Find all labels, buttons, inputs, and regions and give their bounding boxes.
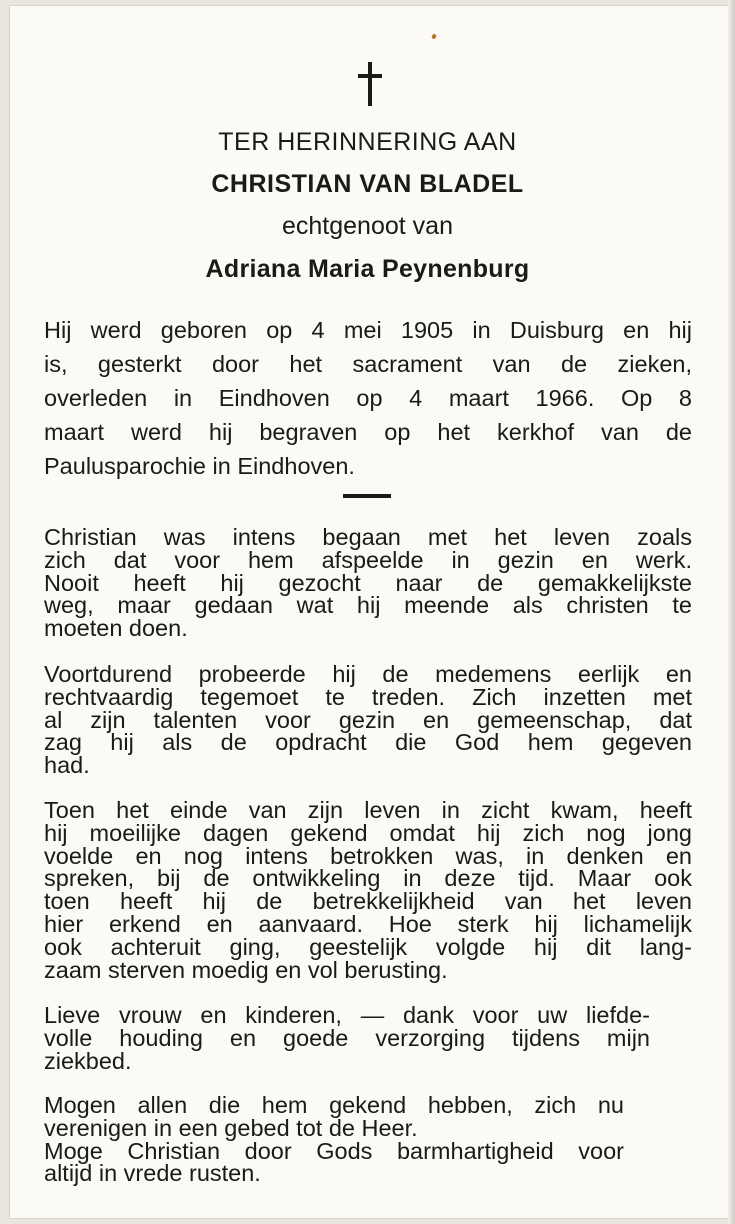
tribute-line: Lieve vrouw en kinderen, — dank voor uw liefde-: [44, 1002, 650, 1028]
tribute-line: Voortdurend probeerde hij de medemens eerlijk en: [44, 661, 692, 687]
remembrance-heading: TER HERINNERING AAN: [218, 128, 517, 156]
tribute-line: Nooit heeft hij gezocht naar de gemakkelijkste: [44, 569, 692, 596]
tribute-paragraph-1: [44, 526, 692, 640]
tribute-line: weg, maar gedaan wat hij meende als christen te: [44, 592, 692, 619]
prayer-paragraph: [44, 1094, 624, 1185]
tribute-line: volle houding en goede verzorging tijdens mijn: [44, 1024, 650, 1051]
prayer-line: Mogen allen die hem gekend hebben, zich nu: [44, 1092, 624, 1118]
tribute-line: spreken, bij de ontwikkeling in deze tijd. Maar ook: [44, 865, 692, 892]
biography-line: Hij werd geboren op 4 mei 1905 in Duisburg en hij: [44, 317, 692, 343]
tribute-line: zaam sterven moedig en vol berusting.: [44, 956, 448, 983]
tribute-line: zich dat voor hem afspeelde in gezin en werk.: [44, 546, 692, 573]
tribute-line: voelde en nog intens betrokken was, in denken en: [44, 842, 692, 869]
tribute-line: hij moeilijke dagen gekend omdat hij zich nog jong: [44, 819, 692, 846]
tribute-paragraph-2: [44, 663, 692, 777]
prayer-line: verenigen in een gebed tot de Heer.: [44, 1114, 418, 1141]
cross-icon: [358, 62, 382, 106]
tribute-line: ziekbed.: [44, 1047, 132, 1074]
tribute-line: hier erkend en aanvaard. Hoe sterk hij lichamelijk: [44, 910, 692, 937]
spouse-label: echtgenoot van: [282, 212, 453, 240]
prayer-line: Moge Christian door Gods barmhartigheid voor: [44, 1137, 624, 1164]
section-divider: [343, 494, 391, 498]
tribute-line: toen heeft hij de betrekkelijkheid van het leven: [44, 888, 692, 915]
deceased-name: CHRISTIAN VAN BLADEL: [211, 170, 524, 198]
prayer-line: altijd in vrede rusten.: [44, 1160, 261, 1187]
biography-line: maart werd hij begraven op het kerkhof van de: [44, 419, 692, 445]
tribute-line: al zijn talenten voor gezin en gemeenschap, dat: [44, 706, 692, 733]
spouse-name: Adriana Maria Peynenburg: [205, 255, 530, 283]
biography-line: is, gesterkt door het sacrament van de zieken,: [44, 351, 692, 377]
tribute-line: Toen het einde van zijn leven in zicht kwam, heeft: [44, 797, 692, 823]
tribute-line: had.: [44, 752, 90, 779]
biography-paragraph: [44, 313, 692, 483]
tribute-paragraph-3: [44, 799, 692, 981]
biography-line: overleden in Eindhoven op 4 maart 1966. Op 8: [44, 385, 692, 411]
tribute-paragraph-4: [44, 1004, 650, 1072]
tribute-line: ook achteruit ging, geestelijk volgde hij dit lang-: [44, 933, 692, 960]
tribute-line: zag hij als de opdracht die God hem gegeven: [44, 729, 692, 756]
tribute-line: moeten doen.: [44, 615, 188, 642]
tribute-line: Christian was intens begaan met het leven zoals: [44, 524, 692, 550]
tribute-line: rechtvaardig tegemoet te treden. Zich inzetten met: [44, 683, 692, 710]
biography-line: Paulusparochie in Eindhoven.: [44, 453, 355, 479]
